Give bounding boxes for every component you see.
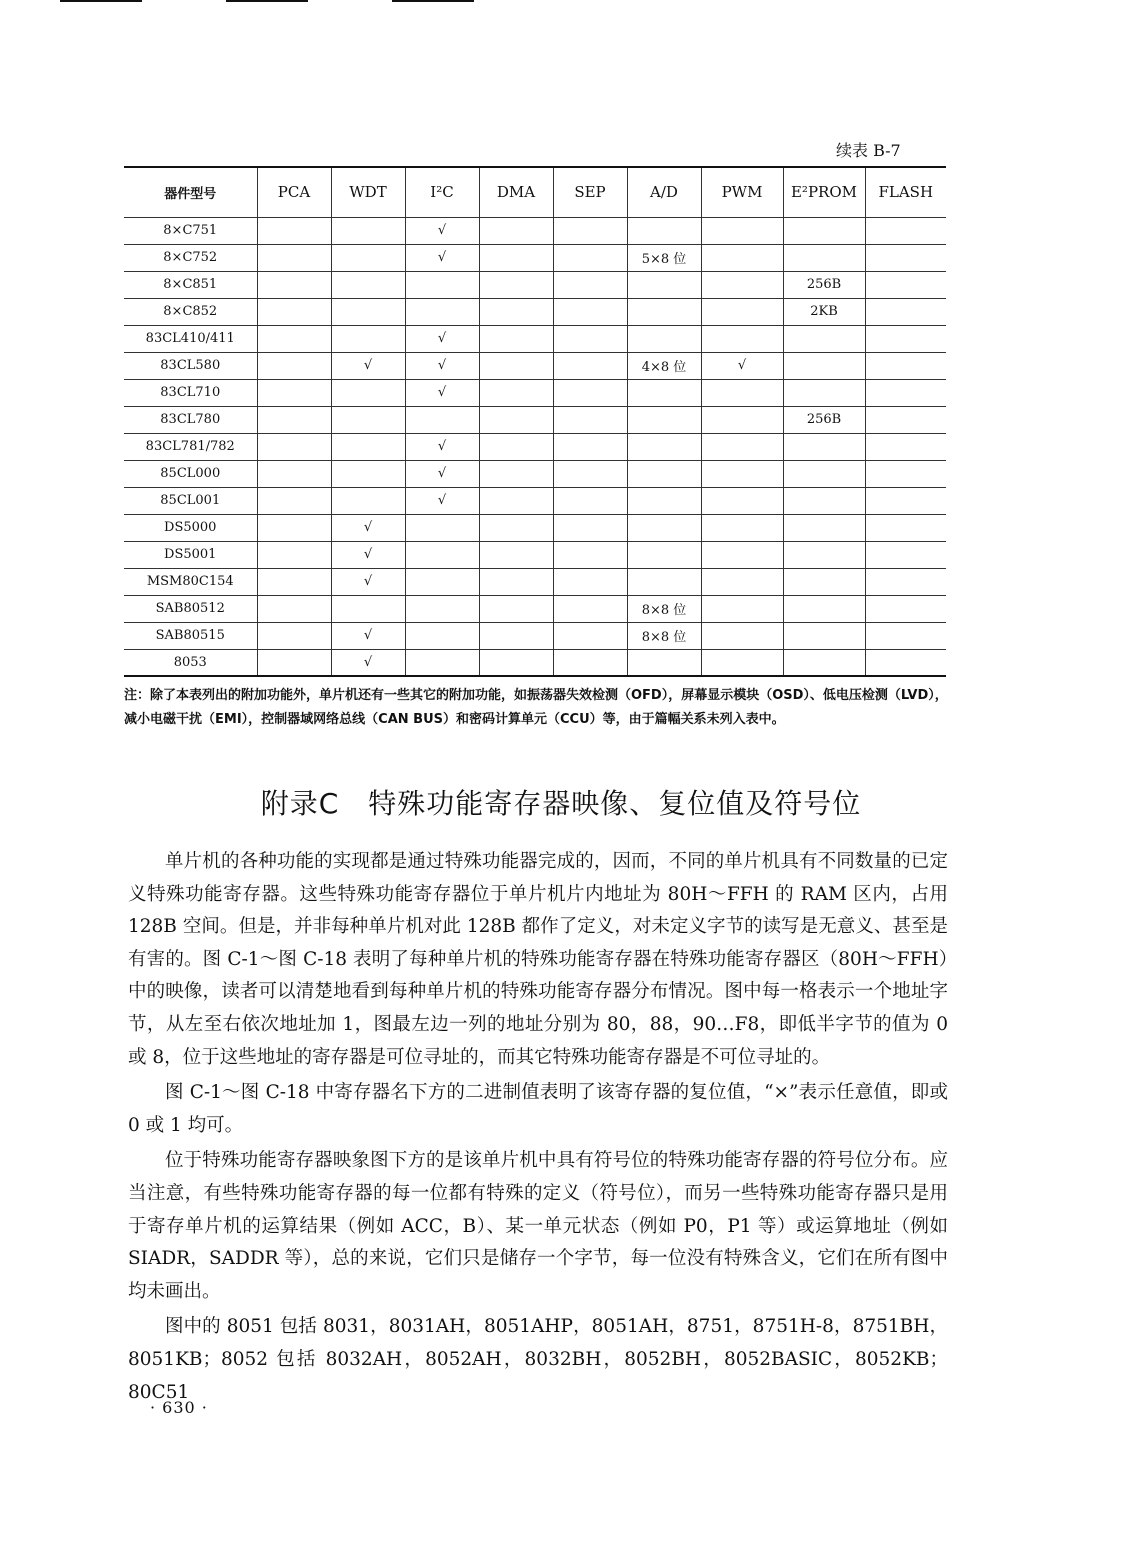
device-model-cell: 8×C751 [124, 217, 257, 244]
table-row [124, 568, 946, 595]
feature-cell [627, 460, 701, 487]
feature-cell [257, 487, 331, 514]
feature-cell: √ [405, 460, 479, 487]
table-row [124, 298, 946, 325]
feature-cell [553, 325, 627, 352]
feature-cell: √ [331, 622, 405, 649]
table-row [124, 325, 946, 352]
feature-cell [331, 487, 405, 514]
feature-cell [783, 352, 865, 379]
feature-cell: √ [405, 244, 479, 271]
column-header: DMA [479, 167, 553, 217]
feature-cell [627, 568, 701, 595]
feature-cell [331, 595, 405, 622]
feature-cell [405, 298, 479, 325]
feature-cell [405, 406, 479, 433]
feature-cell [627, 298, 701, 325]
feature-cell [479, 244, 553, 271]
feature-cell [553, 244, 627, 271]
feature-cell [331, 244, 405, 271]
column-header: 器件型号 [124, 167, 257, 217]
feature-cell [701, 487, 783, 514]
feature-cell: 5×8 位 [627, 244, 701, 271]
feature-cell [701, 244, 783, 271]
feature-cell [257, 379, 331, 406]
device-model-cell: SAB80512 [124, 595, 257, 622]
feature-cell [479, 406, 553, 433]
feature-cell [331, 325, 405, 352]
appendix-title: 附录C 特殊功能寄存器映像、复位值及符号位 [260, 787, 862, 820]
feature-cell [257, 595, 331, 622]
feature-cell [257, 568, 331, 595]
feature-cell [257, 622, 331, 649]
paragraph: 图中的 8051 包括 8031，8031AH，8051AHP，8051AH，8751，8751H-8，8751BH，8051KB；8052 包括 8032AH，8052AH，8032BH，8052BH，8052BASIC，8052KB；80C51 [128, 1316, 948, 1403]
feature-cell [701, 595, 783, 622]
feature-cell [331, 379, 405, 406]
feature-cell [865, 541, 946, 568]
device-model-cell: 8×C752 [124, 244, 257, 271]
feature-cell [479, 433, 553, 460]
feature-cell [331, 406, 405, 433]
feature-cell [331, 298, 405, 325]
feature-cell [405, 649, 479, 676]
feature-cell [865, 325, 946, 352]
paragraph: 图 C-1～图 C-18 中寄存器名下方的二进制值表明了该寄存器的复位值，“×”表示任意值，即或 0 或 1 均可。 [128, 1082, 948, 1136]
column-header: E²PROM [783, 167, 865, 217]
feature-cell [553, 379, 627, 406]
feature-cell [627, 649, 701, 676]
feature-cell: √ [405, 433, 479, 460]
column-header: WDT [331, 167, 405, 217]
feature-cell [701, 649, 783, 676]
feature-cell [553, 595, 627, 622]
feature-cell: √ [405, 487, 479, 514]
feature-cell [783, 649, 865, 676]
feature-cell [783, 514, 865, 541]
feature-cell [783, 568, 865, 595]
feature-cell [479, 514, 553, 541]
feature-cell [627, 514, 701, 541]
table-row [124, 379, 946, 406]
feature-cell [405, 541, 479, 568]
header-rule [226, 0, 308, 2]
feature-cell [405, 514, 479, 541]
feature-cell [257, 352, 331, 379]
device-model-cell: MSM80C154 [124, 568, 257, 595]
feature-cell: √ [701, 352, 783, 379]
feature-cell [701, 541, 783, 568]
table-row [124, 352, 946, 379]
feature-cell [701, 622, 783, 649]
feature-cell [479, 379, 553, 406]
table-row [124, 541, 946, 568]
feature-cell [865, 298, 946, 325]
feature-cell [479, 568, 553, 595]
feature-cell [479, 460, 553, 487]
feature-cell [553, 271, 627, 298]
feature-cell [783, 217, 865, 244]
feature-cell [701, 325, 783, 352]
device-model-cell: SAB80515 [124, 622, 257, 649]
feature-cell [479, 352, 553, 379]
feature-cell: 256B [783, 271, 865, 298]
feature-cell [553, 298, 627, 325]
feature-cell [257, 271, 331, 298]
feature-cell [627, 541, 701, 568]
feature-cell [405, 568, 479, 595]
header-rule [60, 0, 142, 2]
feature-cell [701, 568, 783, 595]
feature-cell [783, 433, 865, 460]
feature-cell [865, 433, 946, 460]
feature-cell [627, 271, 701, 298]
feature-cell [783, 460, 865, 487]
header-rule [392, 0, 474, 2]
feature-cell [257, 649, 331, 676]
feature-cell [405, 622, 479, 649]
device-model-cell: 83CL780 [124, 406, 257, 433]
feature-cell [865, 487, 946, 514]
table-row [124, 217, 946, 244]
feature-cell: 8×8 位 [627, 595, 701, 622]
feature-table [124, 166, 946, 677]
feature-cell [553, 460, 627, 487]
feature-cell [783, 487, 865, 514]
feature-cell [627, 406, 701, 433]
page-number: · 630 · [150, 1398, 208, 1417]
feature-cell [331, 433, 405, 460]
feature-cell [701, 433, 783, 460]
feature-cell [865, 352, 946, 379]
feature-cell [553, 433, 627, 460]
table-note: 注：除了本表列出的附加功能外，单片机还有一些其它的附加功能，如振荡器失效检测（OFD），屏幕显示模块（OSD）、低电压检测（LVD），减小电磁干扰（EMI），控制器域网络总线（CAN BUS）和密码计算单元（CCU）等，由于篇幅关系未列入表中。 [124, 688, 948, 727]
feature-cell [257, 298, 331, 325]
feature-cell [479, 541, 553, 568]
feature-cell [257, 217, 331, 244]
feature-cell [865, 379, 946, 406]
device-model-cell: 85CL000 [124, 460, 257, 487]
feature-cell [257, 514, 331, 541]
feature-cell [553, 406, 627, 433]
table-row [124, 406, 946, 433]
feature-cell [553, 352, 627, 379]
feature-cell [553, 217, 627, 244]
device-model-cell: 8×C851 [124, 271, 257, 298]
feature-cell [783, 622, 865, 649]
table-row [124, 460, 946, 487]
feature-cell [553, 568, 627, 595]
feature-cell [701, 460, 783, 487]
feature-cell [865, 568, 946, 595]
feature-cell [405, 271, 479, 298]
feature-cell [479, 325, 553, 352]
feature-cell: √ [331, 649, 405, 676]
feature-cell: 2KB [783, 298, 865, 325]
device-model-cell: 85CL001 [124, 487, 257, 514]
table-row [124, 649, 946, 676]
feature-cell [331, 460, 405, 487]
device-model-cell: 83CL781/782 [124, 433, 257, 460]
feature-cell: √ [331, 568, 405, 595]
device-model-cell: 8053 [124, 649, 257, 676]
feature-cell [553, 622, 627, 649]
column-header: FLASH [865, 167, 946, 217]
feature-cell [627, 217, 701, 244]
feature-cell [865, 244, 946, 271]
feature-cell: √ [405, 325, 479, 352]
table-row [124, 595, 946, 622]
column-header: SEP [553, 167, 627, 217]
paragraph: 位于特殊功能寄存器映象图下方的是该单片机中具有符号位的特殊功能寄存器的符号位分布。应当注意，有些特殊功能寄存器的每一位都有特殊的定义（符号位），而另一些特殊功能寄存器只是用于寄存单片机的运算结果（例如 ACC，B）、某一单元状态（例如 P0，P1 等）或运算地址（例如 SIADR，SADDR 等），总的来说，它们只是储存一个字节，每一位没有特殊含义，它们在所有图中均未画出。 [128, 1150, 948, 1302]
device-model-cell: 83CL710 [124, 379, 257, 406]
feature-cell [627, 325, 701, 352]
feature-cell [553, 514, 627, 541]
column-header: I²C [405, 167, 479, 217]
feature-cell: 4×8 位 [627, 352, 701, 379]
feature-cell [405, 595, 479, 622]
feature-cell [257, 244, 331, 271]
feature-cell [865, 649, 946, 676]
feature-cell [331, 271, 405, 298]
feature-cell: √ [405, 352, 479, 379]
feature-cell [257, 406, 331, 433]
table-header-row [124, 167, 946, 217]
feature-cell [257, 433, 331, 460]
feature-cell: √ [405, 379, 479, 406]
feature-cell [257, 325, 331, 352]
feature-cell [479, 487, 553, 514]
device-model-cell: 8×C852 [124, 298, 257, 325]
feature-cell [865, 622, 946, 649]
feature-cell [627, 433, 701, 460]
table-row [124, 271, 946, 298]
feature-cell [865, 595, 946, 622]
feature-cell [479, 217, 553, 244]
feature-cell [701, 514, 783, 541]
paragraph: 单片机的各种功能的实现都是通过特殊功能器完成的，因而，不同的单片机具有不同数量的已定义特殊功能寄存器。这些特殊功能寄存器位于单片机片内地址为 80H～FFH 的 RAM 区内，占用 128B 空间。但是，并非每种单片机对此 128B 都作了定义，对未定义字节的读写是无意义、甚至是有害的。图 C-1～图 C-18 表明了每种单片机的特殊功能寄存器在特殊功能寄存器区（80H～FFH）中的映像，读者可以清楚地看到每种单片机的特殊功能寄存器分布情况。图中每一格表示一个地址字节，从左至右依次地址加 1，图最左边一列的地址分别为 80，88，90…F8，即低半字节的值为 0 或 8，位于这些地址的寄存器是可位寻址的，而其它特殊功能寄存器是不可位寻址的。 [128, 851, 948, 1068]
feature-cell [331, 217, 405, 244]
feature-cell [865, 514, 946, 541]
feature-cell [783, 595, 865, 622]
feature-cell [479, 298, 553, 325]
feature-cell [257, 541, 331, 568]
feature-cell: √ [331, 352, 405, 379]
feature-cell [553, 649, 627, 676]
feature-cell: 256B [783, 406, 865, 433]
device-model-cell: 83CL410/411 [124, 325, 257, 352]
feature-cell [553, 487, 627, 514]
feature-cell: 8×8 位 [627, 622, 701, 649]
device-model-cell: DS5000 [124, 514, 257, 541]
feature-cell [701, 217, 783, 244]
feature-cell [865, 460, 946, 487]
feature-cell [865, 217, 946, 244]
feature-cell [479, 595, 553, 622]
feature-cell [627, 487, 701, 514]
feature-cell [627, 379, 701, 406]
feature-cell: √ [331, 541, 405, 568]
column-header: A/D [627, 167, 701, 217]
column-header: PWM [701, 167, 783, 217]
feature-cell [553, 541, 627, 568]
feature-cell [479, 271, 553, 298]
feature-cell [783, 325, 865, 352]
device-model-cell: DS5001 [124, 541, 257, 568]
feature-cell [479, 622, 553, 649]
feature-cell [701, 379, 783, 406]
feature-cell [701, 271, 783, 298]
table-row [124, 514, 946, 541]
feature-cell: √ [331, 514, 405, 541]
feature-cell [257, 460, 331, 487]
feature-cell [783, 244, 865, 271]
table-row [124, 433, 946, 460]
feature-cell [701, 298, 783, 325]
feature-cell [783, 541, 865, 568]
table-row [124, 244, 946, 271]
device-model-cell: 83CL580 [124, 352, 257, 379]
feature-cell [865, 406, 946, 433]
feature-cell [783, 379, 865, 406]
column-header: PCA [257, 167, 331, 217]
feature-cell: √ [405, 217, 479, 244]
feature-cell [865, 271, 946, 298]
body-text [128, 846, 948, 1412]
feature-cell [479, 649, 553, 676]
feature-cell [701, 406, 783, 433]
table-continued-label: 续表 B-7 [836, 141, 901, 160]
table-row [124, 622, 946, 649]
table-row [124, 487, 946, 514]
